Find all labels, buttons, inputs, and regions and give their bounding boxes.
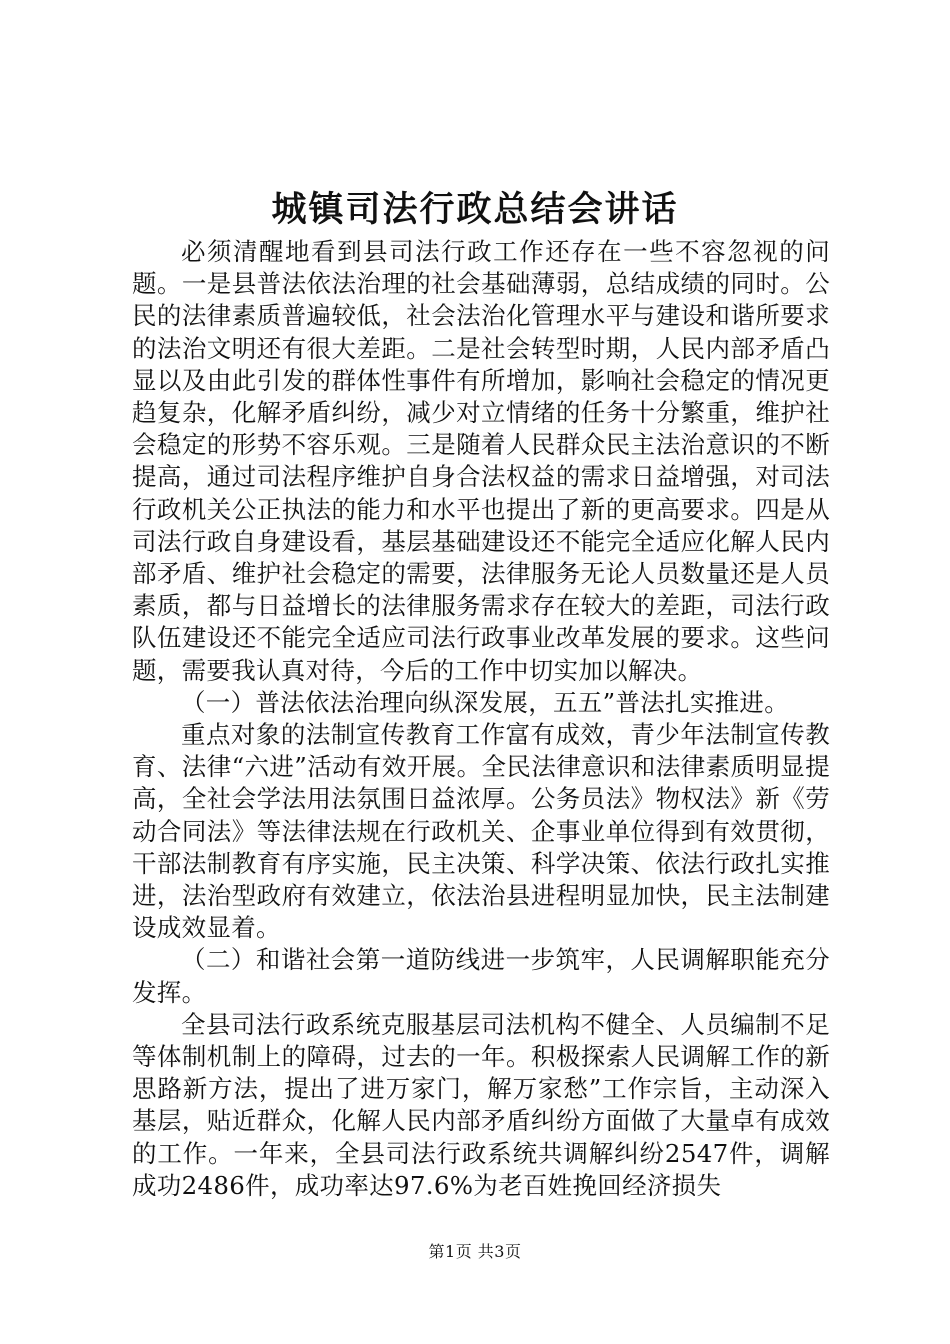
paragraph-legal-education: 重点对象的法制宣传教育工作富有成效，青少年法制宣传教育、法律“六进”活动有效开展。全民法律意识和法律素质明显提高，全社会学法用法氛围日益浓厚。公务员法》物权法》新《劳动合同法》等法律法规在行政机关、企事业单位得到有效贯彻，干部法制教育有序实施，民主决策、科学决策、依法行政扎实推进，法治型政府有效建立，依法治县进程明显加快，民主法制建设成效显着。: [132, 720, 830, 943]
section-heading-1: （一）普法依法治理向纵深发展，五五”普法扎实推进。: [181, 687, 790, 717]
section-heading-2: （二）和谐社会第一道防线进一步筑牢，人民调解职能充分发挥。: [132, 945, 830, 1007]
paragraph-mediation: 全县司法行政系统克服基层司法机构不健全、人员编制不足等体制机制上的障碍，过去的一年。积极探索人民调解工作的新思路新方法，提出了进万家门，解万家愁”工作宗旨，主动深入基层，贴近群众，化解人民内部矛盾纠纷方面做了大量卓有成效的工作。一年来，全县司法行政系统共调解纠纷2547件，调解成功2486件，成功率达97.6%为老百姓挽回经济损失: [132, 1009, 830, 1200]
page-number-footer: 第1页 共3页: [428, 1242, 522, 1261]
paragraph-problems: 必须清醒地看到县司法行政工作还存在一些不容忽视的问题。一是县普法依法治理的社会基础薄弱，总结成绩的同时。公民的法律素质普遍较低，社会法治化管理水平与建设和谐所要求的法治文明还有很大差距。二是社会转型时期，人民内部矛盾凸显以及由此引发的群体性事件有所增加，影响社会稳定的情况更趋复杂，化解矛盾纠纷，减少对立情绪的任务十分繁重，维护社会稳定的形势不容乐观。三是随着人民群众民主法治意识的不断提高，通过司法程序维护自身合法权益的需求日益增强，对司法行政机关公正执法的能力和水平也提出了新的更高要求。四是从司法行政自身建设看，基层基础建设还不能完全适应化解人民内部矛盾、维护社会稳定的需要，法律服务无论人员数量还是人员素质，都与日益增长的法律服务需求存在较大的差距，司法行政队伍建设还不能完全适应司法行政事业改革发展的要求。这些问题，需要我认真对待，今后的工作中切实加以解决。: [132, 237, 830, 685]
document-body: [132, 236, 830, 1202]
document-title: 城镇司法行政总结会讲话: [271, 189, 679, 230]
